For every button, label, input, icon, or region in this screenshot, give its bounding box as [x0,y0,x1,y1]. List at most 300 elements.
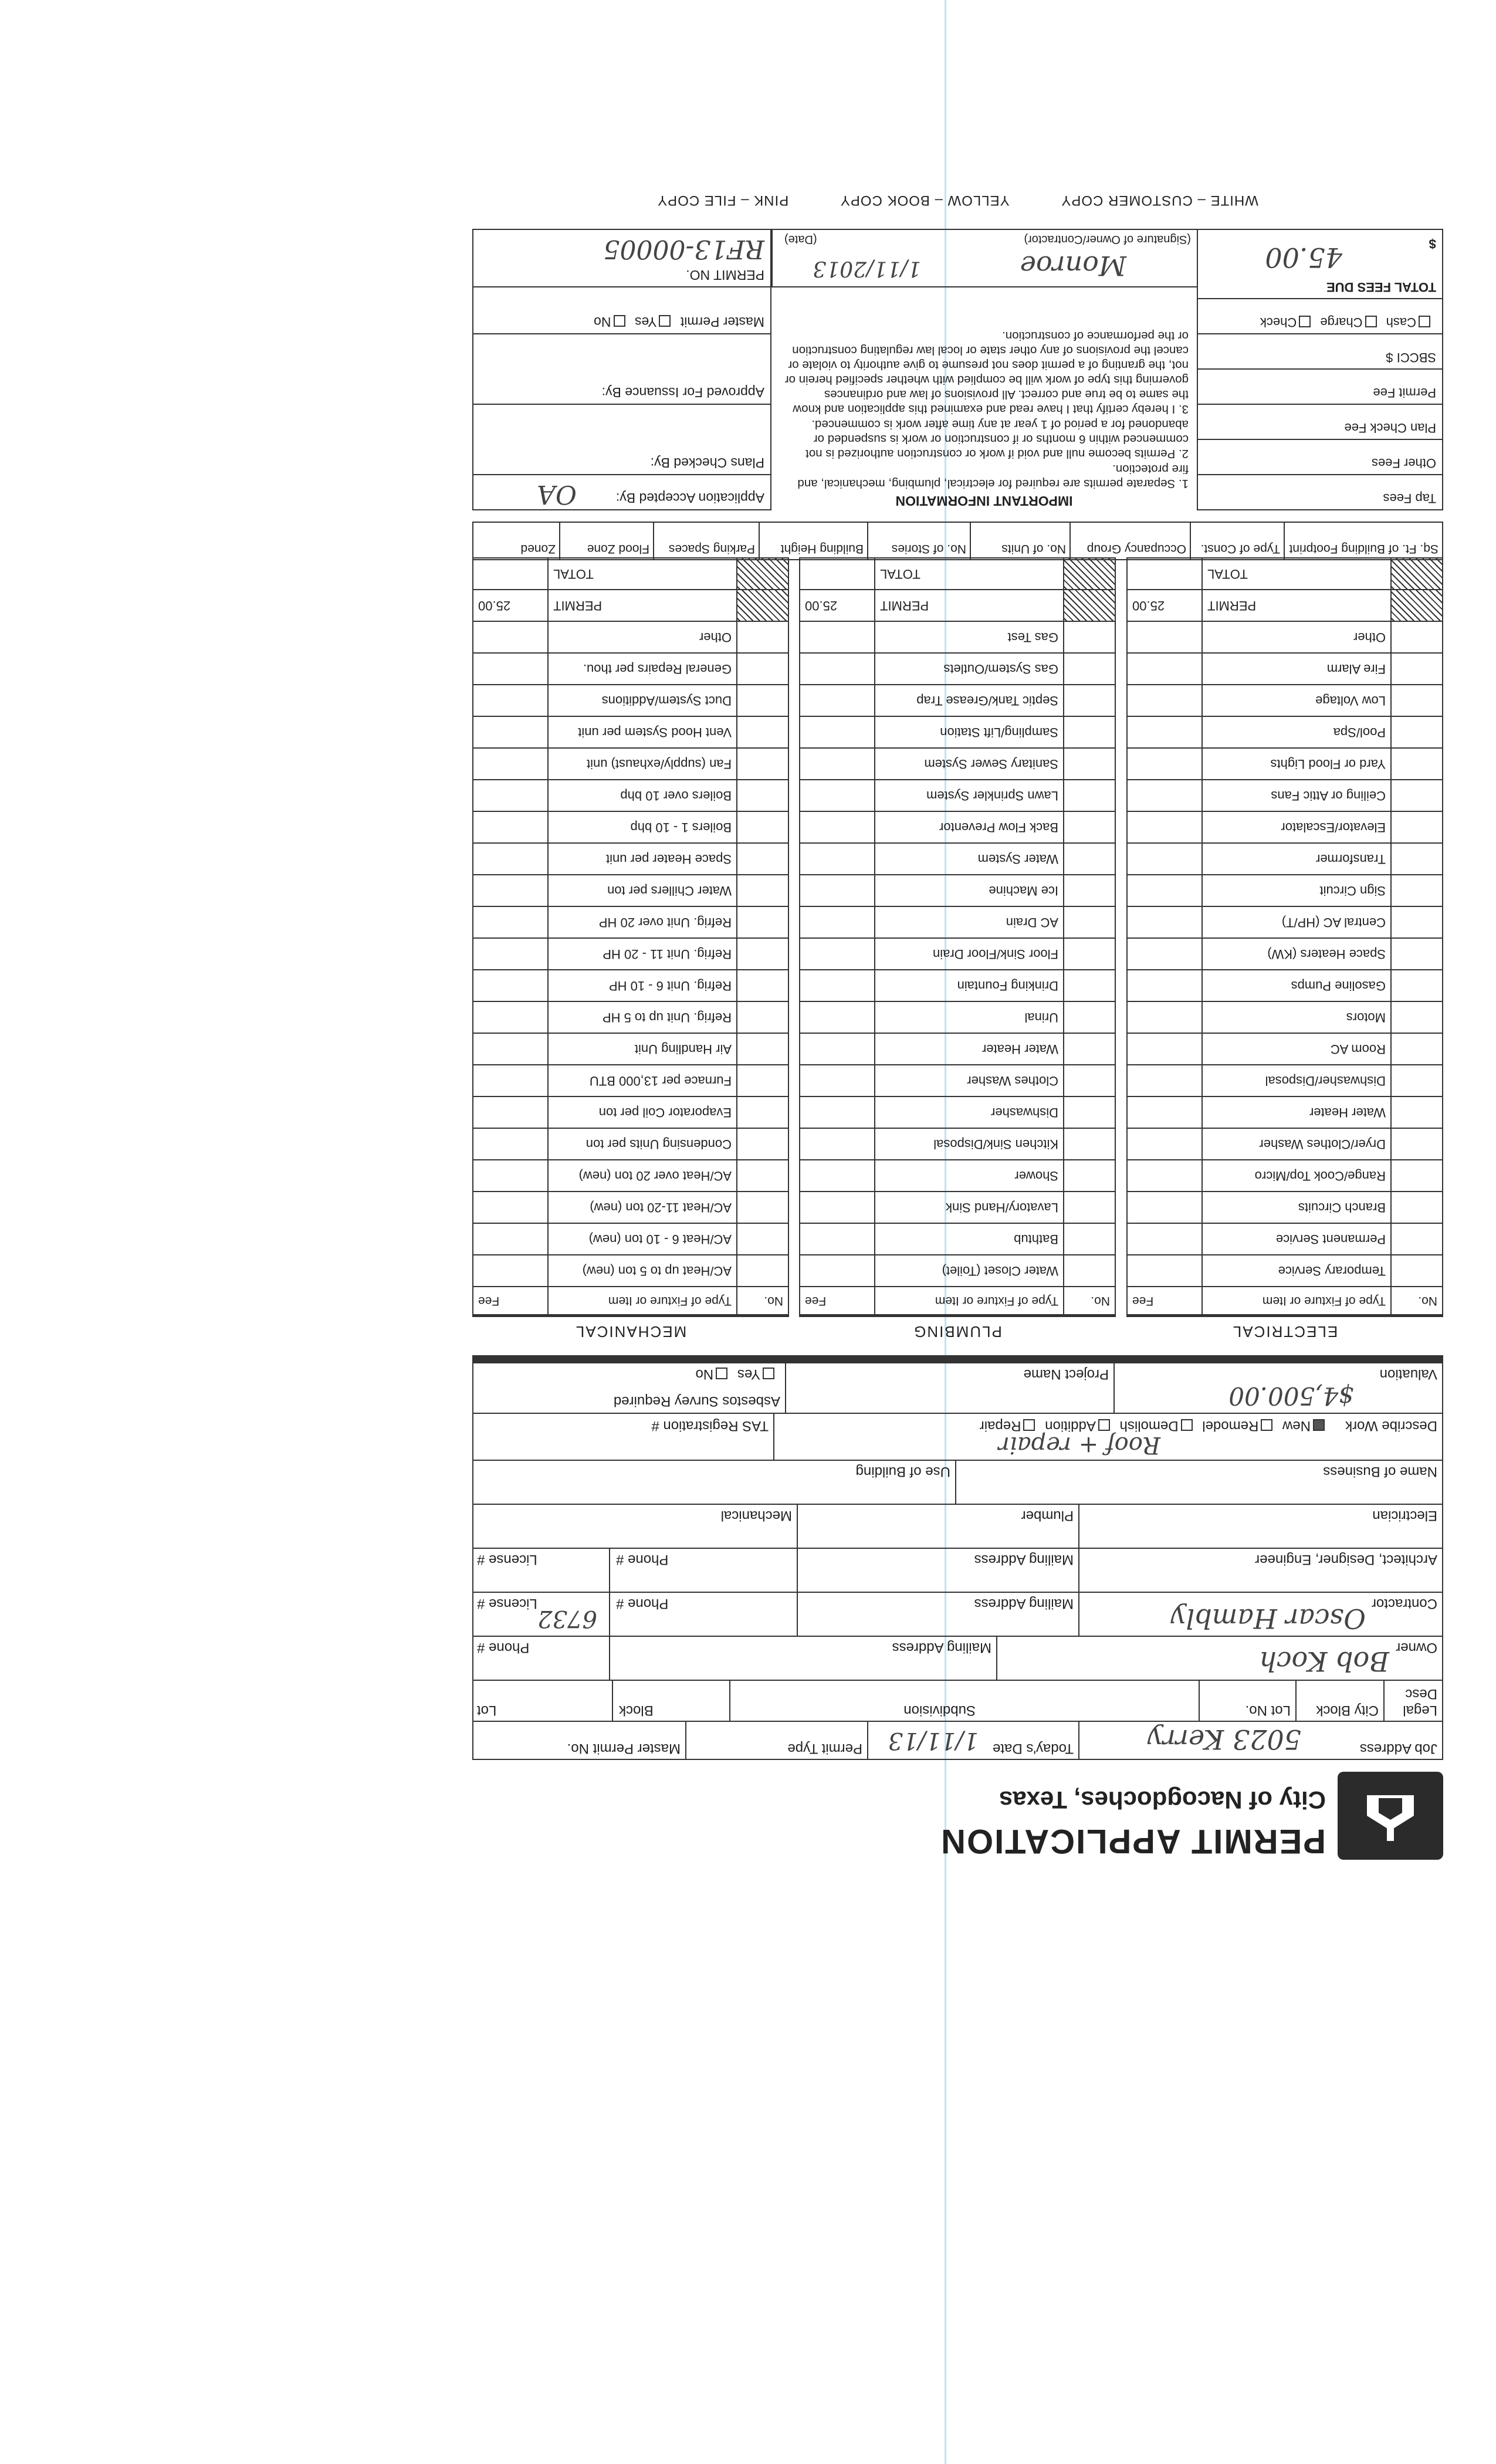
plumbing-qty-cell[interactable] [1064,685,1115,716]
electrical-fee-cell[interactable] [1127,1128,1202,1160]
mechanical-row [473,1223,788,1255]
tas-registration-field[interactable] [471,1414,773,1460]
form-title: PERMIT APPLICATION [940,1822,1326,1860]
job-address-label: Job Address [1359,1741,1437,1756]
electrical-row [1127,685,1443,716]
mechanical-col-no: No. [737,1287,788,1315]
mechanical-qty-cell[interactable] [737,1192,788,1223]
plumbing-hatched-total-cell [1064,558,1115,590]
electrical-fee-cell[interactable] [1127,1033,1202,1065]
contractor-field[interactable] [1078,1593,1442,1636]
subdivision-label: Subdivision [903,1703,976,1718]
other-fees-field[interactable]: Other Fees [1198,439,1442,474]
mechanical-qty-cell[interactable] [737,780,788,811]
electrical-row [1127,621,1443,653]
plumbing-fee-cell[interactable] [800,1192,875,1223]
owner-value: Bob Koch [1259,1646,1389,1677]
form-header [472,1766,1443,1866]
electrical-fee-cell[interactable] [1127,1223,1202,1255]
remodel-checkbox[interactable] [1261,1419,1272,1431]
mechanical-qty-cell[interactable] [737,906,788,938]
mechanical-fee-cell[interactable] [473,1033,548,1065]
plumbing-qty-cell[interactable] [1064,780,1115,811]
plumbing-fee-cell[interactable] [800,1033,875,1065]
mechanical-fee-cell[interactable] [473,1223,548,1255]
electrical-total-row [1127,558,1443,590]
plumbing-title: PLUMBING [799,1315,1116,1341]
mechanical-item-label: Refrig. Unit over 20 HP [548,906,737,938]
electrical-qty-cell[interactable] [1391,906,1443,938]
mechanical-fee-cell[interactable] [473,938,548,970]
lot-no-field[interactable] [1199,1681,1295,1721]
plumbing-item-label: Urinal [875,1001,1064,1033]
plumbing-row [800,970,1115,1001]
electrical-fee-cell[interactable] [1127,843,1202,875]
mechanical-row [473,1192,788,1223]
plumbing-fee-cell[interactable] [800,938,875,970]
mechanical-qty-cell[interactable] [737,1223,788,1255]
electrical-row [1127,811,1443,843]
plumbing-header-row [800,1287,1115,1315]
electrical-qty-cell[interactable] [1391,1033,1443,1065]
plumbing-fee-cell[interactable] [800,1096,875,1128]
todays-date-field[interactable] [867,1722,1078,1759]
mechanical-row [473,685,788,716]
plumbing-fee-cell[interactable] [800,1065,875,1096]
plumbing-item-label: Drinking Fountain [875,970,1064,1001]
approved-by-label: Approved For Issuance By: [601,385,764,400]
electrical-fee-cell[interactable] [1127,653,1202,685]
mechanical-label: Mechanical [720,1508,792,1524]
mechanical-fee-cell[interactable] [473,685,548,716]
electrical-fee-cell[interactable] [1127,780,1202,811]
block-field[interactable] [612,1681,729,1721]
building-icon [1361,1789,1420,1842]
electrical-qty-cell[interactable] [1391,685,1443,716]
mechanical-fee-cell[interactable] [473,780,548,811]
owner-field[interactable] [996,1637,1442,1680]
mechanical-qty-cell[interactable] [737,1001,788,1033]
asbestos-options [695,1366,780,1382]
mechanical-qty-cell[interactable] [737,748,788,780]
architect-field[interactable] [1078,1549,1442,1592]
plumbing-row [800,780,1115,811]
electrical-fee-cell[interactable] [1127,1192,1202,1223]
signature-label: (Signature of Owner/Contractor) [1024,233,1191,246]
valuation-field[interactable] [1113,1362,1442,1413]
mechanical-qty-cell[interactable] [737,1128,788,1160]
footprint-field[interactable]: Sq. Ft. of Building Footprint [1284,523,1442,559]
mechanical-fee-cell[interactable] [473,1192,548,1223]
plumbing-fee-cell[interactable] [800,780,875,811]
plumbing-grid [799,557,1116,1315]
plumbing-qty-cell[interactable] [1064,1192,1115,1223]
plumbing-qty-cell[interactable] [1064,1033,1115,1065]
mechanical-fee-cell[interactable] [473,811,548,843]
flood-zone-field[interactable]: Flood Zone [559,523,653,559]
mechanical-row [473,843,788,875]
electrical-item-label: Sign Circuit [1202,875,1391,906]
payment-method-field [1198,298,1442,333]
plumbing-qty-cell[interactable] [1064,970,1115,1001]
electrical-qty-cell[interactable] [1391,1192,1443,1223]
use-of-building-field[interactable] [471,1461,955,1504]
plumbing-qty-cell[interactable] [1064,1001,1115,1033]
mechanical-qty-cell[interactable] [737,716,788,748]
electrician-field[interactable] [1078,1505,1442,1548]
mechanical-qty-cell[interactable] [737,811,788,843]
plumbing-row [800,843,1115,875]
plumbing-item-label: Ice Machine [875,875,1064,906]
plumbing-fee-cell[interactable] [800,1128,875,1160]
electrical-qty-cell[interactable] [1391,1128,1443,1160]
owner-phone-label: Phone # [477,1640,530,1656]
mechanical-fee-cell[interactable] [473,1065,548,1096]
plumbing-qty-cell[interactable] [1064,1096,1115,1128]
electrical-qty-cell[interactable] [1391,1096,1443,1128]
permit-fee-field[interactable]: Permit Fee [1198,368,1442,404]
plumbing-qty-cell[interactable] [1064,938,1115,970]
mechanical-qty-cell[interactable] [737,1065,788,1096]
mechanical-field[interactable] [471,1505,797,1548]
electrical-fee-cell[interactable] [1127,621,1202,653]
mechanical-fee-cell[interactable] [473,1255,548,1287]
electrical-fee-cell[interactable] [1127,1001,1202,1033]
job-address-field[interactable] [1078,1722,1442,1759]
plumbing-row [800,1192,1115,1223]
describe-work-field [773,1414,1442,1460]
mechanical-fee-cell[interactable] [473,1128,548,1160]
plumbing-item-label: AC Drain [875,906,1064,938]
plumbing-fee-cell[interactable] [800,843,875,875]
mechanical-item-label: Condensing Units per ton [548,1128,737,1160]
electrical-qty-cell[interactable] [1391,811,1443,843]
electrical-total-fee[interactable] [1127,558,1202,590]
plumbing-item-label: Septic Tank/Grease Trap [875,685,1064,716]
signature-field[interactable] [771,229,1197,287]
electrical-grid [1126,557,1443,1315]
plumbing-qty-cell[interactable] [1064,1065,1115,1096]
mechanical-row [473,716,788,748]
mechanical-row [473,1065,788,1096]
master-no-label: No [594,314,611,330]
owner-mailing-address-field[interactable] [609,1637,996,1680]
plumbing-item-label: Gas Test [875,621,1064,653]
plumbing-row [800,1160,1115,1192]
row-describe-work [473,1413,1442,1460]
architect-phone-field[interactable] [609,1549,797,1592]
mechanical-fee-cell[interactable] [473,1096,548,1128]
plumbing-qty-cell[interactable] [1064,1160,1115,1192]
mechanical-hatched-total-cell [737,558,788,590]
mechanical-row [473,780,788,811]
important-info-heading: IMPORTANT INFORMATION [895,493,1073,509]
block-label: Block [619,1703,654,1718]
electrical-item-label: Space Heaters (KW) [1202,938,1391,970]
electrical-qty-cell[interactable] [1391,621,1443,653]
plans-checked-label: Plans Checked By: [650,455,764,471]
mechanical-fee-cell[interactable] [473,1160,548,1192]
mechanical-qty-cell[interactable] [737,1096,788,1128]
mechanical-qty-cell[interactable] [737,621,788,653]
plumbing-total-label: TOTAL [875,558,1064,590]
electrical-qty-cell[interactable] [1391,780,1443,811]
plumbing-qty-cell[interactable] [1064,653,1115,685]
electrical-item-label: Yard or Flood Lights [1202,748,1391,780]
mechanical-fee-cell[interactable] [473,875,548,906]
permit-application-form [472,158,1443,1866]
mechanical-total-fee[interactable] [473,558,548,590]
electrical-fee-cell[interactable] [1127,875,1202,906]
mechanical-qty-cell[interactable] [737,875,788,906]
mechanical-fee-cell[interactable] [473,653,548,685]
electrical-qty-cell[interactable] [1391,1065,1443,1096]
row-legal-desc [473,1680,1442,1721]
plumbing-fee-cell[interactable] [800,621,875,653]
architect-mailing-field[interactable] [797,1549,1078,1592]
permit-type-label: Permit Type [787,1741,862,1756]
units-field[interactable]: No. of Units [970,523,1069,559]
plumbing-row [800,1255,1115,1287]
contractor-mailing-field[interactable] [797,1593,1078,1636]
new-checkbox[interactable] [1313,1419,1325,1431]
plumbing-fee-cell[interactable] [800,811,875,843]
mechanical-header-row [473,1287,788,1315]
mechanical-qty-cell[interactable] [737,1033,788,1065]
electrical-item-label: Temporary Service [1202,1255,1391,1287]
plumbing-fee-cell[interactable] [800,653,875,685]
plumbing-total-fee[interactable] [800,558,875,590]
mechanical-title: MECHANICAL [472,1315,789,1341]
electrical-qty-cell[interactable] [1391,875,1443,906]
check-checkbox[interactable] [1299,316,1311,327]
plumbing-row [800,1096,1115,1128]
electrical-fee-cell[interactable] [1127,1065,1202,1096]
plumbing-fee-cell[interactable] [800,1255,875,1287]
plumbing-fee-cell[interactable] [800,1001,875,1033]
mechanical-row [473,875,788,906]
new-option-label: New [1282,1418,1311,1434]
electrical-qty-cell[interactable] [1391,938,1443,970]
copy-distribution-footer [472,185,1443,208]
mechanical-qty-cell[interactable] [737,653,788,685]
valuation-value: $4,500.00 [1228,1382,1354,1410]
electrical-qty-cell[interactable] [1391,748,1443,780]
plumbing-row [800,621,1115,653]
mechanical-qty-cell[interactable] [737,1255,788,1287]
plumbing-qty-cell[interactable] [1064,621,1115,653]
mechanical-fee-cell[interactable] [473,906,548,938]
remodel-option-label: Remodel [1202,1418,1259,1434]
mechanical-item-label: Other [548,621,737,653]
cash-checkbox[interactable] [1419,316,1430,327]
building-height-field[interactable]: Building Height [759,523,867,559]
charge-checkbox[interactable] [1365,316,1377,327]
electrical-fee-cell[interactable] [1127,970,1202,1001]
mechanical-fee-cell[interactable] [473,1001,548,1033]
plumbing-fee-cell[interactable] [800,1223,875,1255]
addition-checkbox[interactable] [1098,1419,1110,1431]
permit-type-field[interactable] [685,1722,867,1759]
plumbing-fee-cell[interactable] [800,906,875,938]
electrical-item-label: Low Voltage [1202,685,1391,716]
electrical-item-label: Pool/Spa [1202,716,1391,748]
asbestos-no-checkbox[interactable] [716,1368,727,1379]
contractor-license-field[interactable] [471,1593,609,1636]
electrical-qty-cell[interactable] [1391,1160,1443,1192]
mechanical-qty-cell[interactable] [737,685,788,716]
repair-checkbox[interactable] [1023,1419,1035,1431]
plumber-field[interactable] [797,1505,1078,1548]
electrical-fee-cell[interactable] [1127,811,1202,843]
mechanical-fee-cell[interactable] [473,843,548,875]
demolish-checkbox[interactable] [1181,1419,1193,1431]
mechanical-qty-cell[interactable] [737,938,788,970]
electrical-qty-cell[interactable] [1391,653,1443,685]
permit-no-label: PERMIT NO. [686,268,764,283]
electrical-qty-cell[interactable] [1391,716,1443,748]
electrical-qty-cell[interactable] [1391,1223,1443,1255]
plumbing-row [800,716,1115,748]
parking-spaces-field[interactable]: Parking Spaces [653,523,759,559]
plumbing-row [800,685,1115,716]
plumbing-row [800,938,1115,970]
plumbing-fee-cell[interactable] [800,748,875,780]
contractor-license-value: 6732 [537,1605,597,1632]
mechanical-qty-cell[interactable] [737,970,788,1001]
tap-fees-field[interactable]: Tap Fees [1198,474,1442,509]
tas-registration-label: TAS Registration # [651,1418,769,1434]
owner-phone-field[interactable] [471,1637,609,1680]
plumbing-fee-cell[interactable] [800,1160,875,1192]
check-label: Check [1260,315,1297,330]
plumbing-fee-cell[interactable] [800,970,875,1001]
plans-checked-field[interactable] [473,404,770,474]
electrical-fee-cell[interactable] [1127,1096,1202,1128]
master-yes-label: Yes [634,314,657,330]
electrical-fee-cell[interactable] [1127,685,1202,716]
plumbing-qty-cell[interactable] [1064,1255,1115,1287]
construction-type-field[interactable]: Type of Const. [1190,523,1284,559]
mechanical-item-label: AC/Heat over 20 ton (new) [548,1160,737,1192]
mechanical-item-label: AC/Heat 11-20 ton (new) [548,1192,737,1223]
electrical-qty-cell[interactable] [1391,1001,1443,1033]
plumbing-permit-label: PERMIT [875,590,1064,621]
mechanical-fee-cell[interactable] [473,748,548,780]
plan-check-fee-field[interactable]: Plan Check Fee [1198,404,1442,439]
plumbing-hatched-cell [1064,590,1115,621]
plumbing-qty-cell[interactable] [1064,811,1115,843]
electrical-fee-cell[interactable] [1127,938,1202,970]
mechanical-fee-cell[interactable] [473,970,548,1001]
mechanical-fee-cell[interactable] [473,716,548,748]
approved-by-field[interactable] [473,333,770,404]
lot-field[interactable] [471,1681,612,1721]
electrical-item-label: Motors [1202,1001,1391,1033]
plumbing-fee-cell[interactable] [800,875,875,906]
electrical-fee-cell[interactable] [1127,1160,1202,1192]
mechanical-col-type: Type of Fixture or Item [548,1287,737,1315]
electrical-row [1127,1128,1443,1160]
sbcci-field[interactable]: SBCCI $ [1198,333,1442,368]
contractor-phone-field[interactable] [609,1593,797,1636]
electrical-fee-cell[interactable] [1127,748,1202,780]
architect-license-field[interactable] [471,1549,609,1592]
business-name-field[interactable] [955,1461,1442,1504]
electrical-row [1127,1255,1443,1287]
mechanical-fee-cell[interactable] [473,621,548,653]
plumbing-qty-cell[interactable] [1064,716,1115,748]
legal-desc-label: Legal Desc [1383,1681,1442,1721]
mechanical-row [473,1255,788,1287]
electrical-row [1127,1223,1443,1255]
mechanical-row [473,653,788,685]
electrical-fee-cell[interactable] [1127,716,1202,748]
mechanical-item-label: Refrig. Unit 11 - 20 HP [548,938,737,970]
occupancy-group-field[interactable]: Occupancy Group [1069,523,1190,559]
plumbing-fee-cell[interactable] [800,685,875,716]
master-yes-checkbox[interactable] [659,315,671,327]
plumbing-qty-cell[interactable] [1064,748,1115,780]
electrical-item-label: Permanent Service [1202,1223,1391,1255]
asbestos-yes-checkbox[interactable] [763,1368,774,1379]
plumbing-qty-cell[interactable] [1064,1223,1115,1255]
accepted-by-field[interactable] [473,474,770,509]
plumbing-qty-cell[interactable] [1064,906,1115,938]
plumbing-item-label: Sampling/Lift Station [875,716,1064,748]
master-no-checkbox[interactable] [614,315,625,327]
mechanical-qty-cell[interactable] [737,1160,788,1192]
total-fees-value: 45.00 [1265,242,1342,273]
master-permit-no-field[interactable] [471,1722,685,1759]
bottom-section [472,229,1443,510]
plumbing-row [800,1065,1115,1096]
electrical-qty-cell[interactable] [1391,970,1443,1001]
plumbing-item-label: Clothes Washer [875,1065,1064,1096]
city-block-field[interactable] [1295,1681,1383,1721]
plumbing-col-type: Type of Fixture or Item [875,1287,1064,1315]
subdivision-field[interactable] [729,1681,1199,1721]
plumbing-qty-cell[interactable] [1064,843,1115,875]
master-permit-label: Master Permit [680,314,764,330]
approval-box [472,229,771,510]
accepted-by-label: Application Accepted By: [615,490,764,506]
electrical-row [1127,780,1443,811]
plumbing-qty-cell[interactable] [1064,875,1115,906]
project-name-field[interactable] [785,1362,1113,1413]
valuation-label: Valuation [1379,1366,1437,1382]
mechanical-qty-cell[interactable] [737,843,788,875]
stories-field[interactable]: No. of Stories [867,523,970,559]
plumbing-fee-cell[interactable] [800,716,875,748]
total-fees-due-field[interactable] [1198,228,1442,298]
electrical-fee-cell[interactable] [1127,1255,1202,1287]
mechanical-hatched-cell [737,590,788,621]
permit-no-field[interactable] [473,228,770,286]
zoned-field[interactable]: Zoned [520,542,556,556]
plumbing-qty-cell[interactable] [1064,1128,1115,1160]
electrical-qty-cell[interactable] [1391,1255,1443,1287]
electrical-item-label: Elevator/Escalator [1202,811,1391,843]
plumbing-col-no: No. [1064,1287,1115,1315]
job-address-value: 5023 Kerry [1147,1724,1301,1755]
electrical-qty-cell[interactable] [1391,843,1443,875]
mechanical-item-label: Water Chillers per ton [548,875,737,906]
electrical-fee-cell[interactable] [1127,906,1202,938]
plumbing-permit-row [800,590,1115,621]
plumbing-row [800,906,1115,938]
electrical-total-label: TOTAL [1202,558,1391,590]
